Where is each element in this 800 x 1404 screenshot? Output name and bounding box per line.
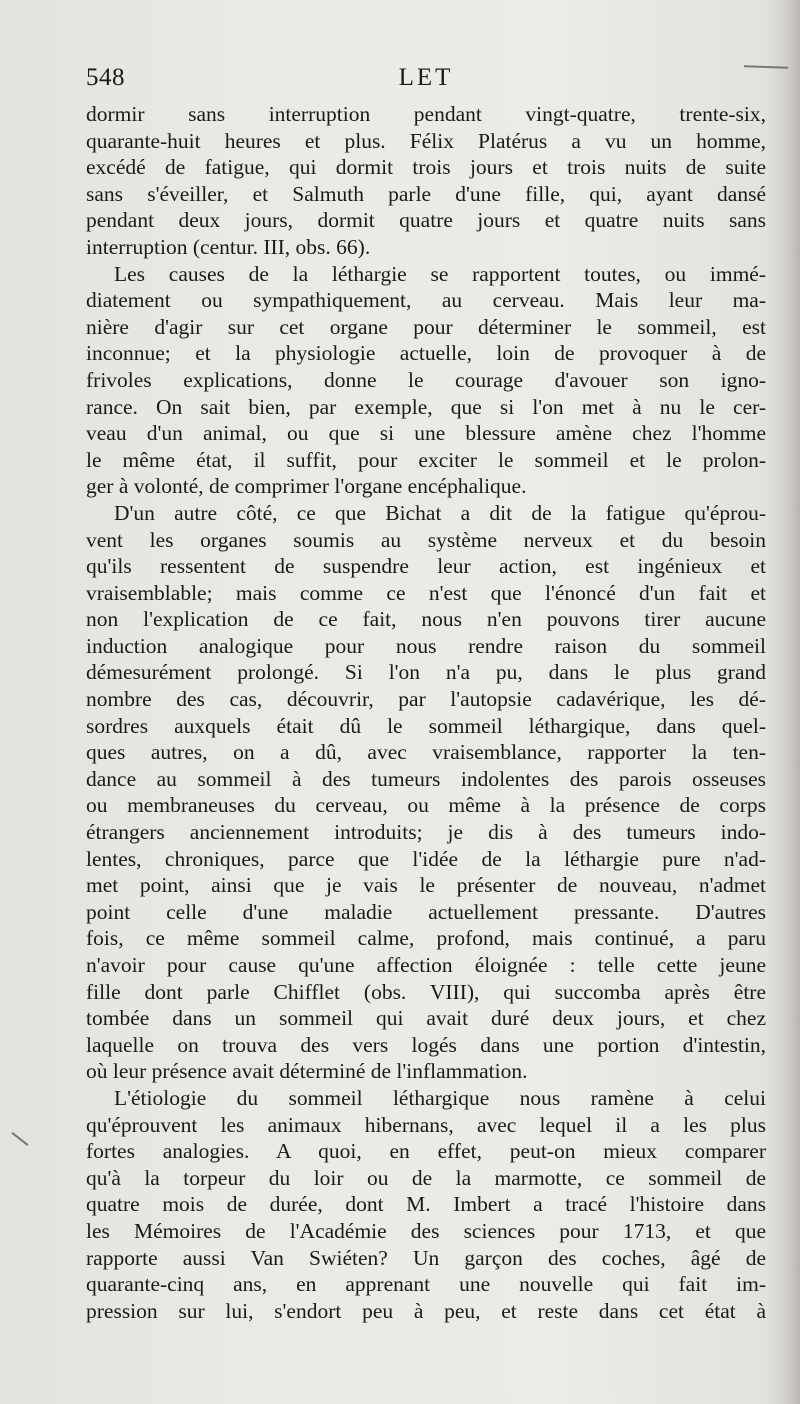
text-line: induction analogique pour nous rendre raison du sommeil [86,633,766,658]
text-line: qu'éprouvent les animaux hibernans, avec lequel il a les plus [86,1112,766,1137]
text-line: met point, ainsi que je vais le présenter de nouveau, n'admet [86,873,766,898]
text-line: où leur présence avait déterminé de l'inflammation. [86,1059,528,1084]
text-line: excédé de fatigue, qui dormit trois jours et trois nuits de suite [86,155,766,180]
text-line: nière d'agir sur cet organe pour déterminer le sommeil, est [86,314,766,339]
paragraph-first-line: L'étiologie du sommeil léthargique nous ramène à celui [114,1085,766,1110]
text-line: frivoles explications, donne le courage d'avouer son igno- [86,367,766,392]
text-line: rapporte aussi Van Swiéten? Un garçon des coches, âgé de [86,1245,766,1270]
text-line: le même état, il suffit, pour exciter le sommeil et le prolon- [86,447,766,472]
text-line: fille dont parle Chifflet (obs. VIII), qui succomba après être [86,979,766,1004]
text-line: nombre des cas, découvrir, par l'autopsie cadavérique, les dé- [86,687,766,712]
text-line: étrangers anciennement introduits; je dis à des tumeurs indo- [86,820,766,845]
binding-shadow [766,0,800,1404]
text-line: interruption (centur. III, obs. 66). [86,234,371,259]
text-line: pendant deux jours, dormit quatre jours et quatre nuits sans [86,208,766,233]
text-line: sordres auxquels était dû le sommeil léthargique, dans quel- [86,713,766,738]
paragraph-first-line: D'un autre côté, ce que Bichat a dit de la fatigue qu'éprou- [114,500,766,525]
text-line: qu'à la torpeur du loir ou de la marmotte, ce sommeil de [86,1165,766,1190]
text-line: point celle d'une maladie actuellement pressante. D'autres [86,899,766,924]
body-text [86,101,766,1324]
text-line: sans s'éveiller, et Salmuth parle d'une fille, qui, ayant dansé [86,181,766,206]
running-head: LET [398,64,454,91]
text-line: qu'ils ressentent de suspendre leur action, est ingénieux et [86,554,766,579]
text-line: fortes analogies. A quoi, en effet, peut-on mieux comparer [86,1139,766,1164]
text-line: rance. On sait bien, par exemple, que si l'on met à nu le cer- [86,394,766,419]
text-line: ques autres, on a dû, avec vraisemblance, rapporter la ten- [86,740,766,765]
text-line: ou membraneuses du cerveau, ou même à la présence de corps [86,793,766,818]
text-line: tombée dans un sommeil qui avait duré deux jours, et chez [86,1006,766,1031]
text-line: dance au sommeil à des tumeurs indolentes des parois osseuses [86,766,766,791]
text-line: quarante-cinq ans, en apprenant une nouvelle qui fait im- [86,1272,766,1297]
text-line: quarante-huit heures et plus. Félix Platérus a vu un homme, [86,128,766,153]
text-line: diatement ou sympathiquement, au cerveau. Mais leur ma- [86,288,766,313]
paragraph-first-line: Les causes de la léthargie se rapportent toutes, ou immé- [114,261,766,286]
text-line: les Mémoires de l'Académie des sciences pour 1713, et que [86,1218,766,1243]
text-line: veau d'un animal, ou que si une blessure amène chez l'homme [86,421,766,446]
text-line: non l'explication de ce fait, nous n'en pouvons tirer aucune [86,607,766,632]
text-line: vent les organes soumis au système nerveux et du besoin [86,527,766,552]
text-line: lentes, chroniques, parce que l'idée de la léthargie pure n'ad- [86,846,766,871]
text-line: n'avoir pour cause qu'une affection éloignée : telle cette jeune [86,953,766,977]
text-line: laquelle on trouva des vers logés dans une portion d'intestin, [86,1032,766,1057]
page-header [86,64,766,98]
text-line: dormir sans interruption pendant vingt-quatre, trente-six, [86,102,766,126]
page-number: 548 [86,64,125,91]
text-line: inconnue; et la physiologie actuelle, loin de provoquer à de [86,341,766,366]
text-line: quatre mois de durée, dont M. Imbert a tracé l'histoire dans [86,1192,766,1217]
text-line: fois, ce même sommeil calme, profond, mais continué, a paru [86,926,766,951]
text-line: ger à volonté, de comprimer l'organe encéphalique. [86,474,527,499]
text-line: vraisemblable; mais comme ce n'est que l'énoncé d'un fait et [86,580,766,605]
text-line: démesurément prolongé. Si l'on n'a pu, dans le plus grand [86,660,766,685]
text-line: pression sur lui, s'endort peu à peu, et reste dans cet état à [86,1298,766,1323]
